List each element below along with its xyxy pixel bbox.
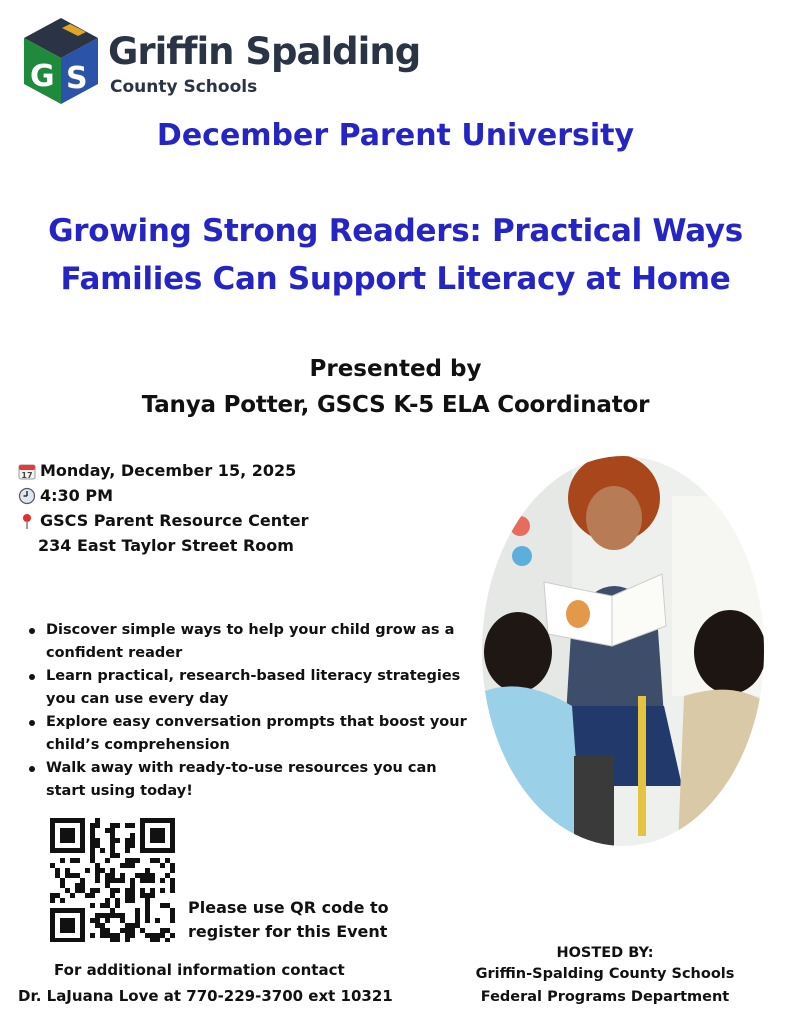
topic-title-line2: Families Can Support Literacy at Home — [60, 261, 731, 297]
list-item: Walk away with ready-to-use resources you can start using today! — [46, 757, 506, 803]
hosted-by-label: HOSTED BY: — [556, 945, 654, 961]
qr-instruction-line2: register for this Event — [188, 922, 388, 941]
calendar-icon — [18, 462, 36, 480]
event-location — [18, 511, 308, 530]
event-date — [18, 461, 296, 480]
contact-line1: For additional information contact — [54, 961, 345, 979]
presented-by-label: Presented by — [309, 356, 482, 382]
reading-photo — [482, 456, 764, 846]
event-address: 234 East Taylor Street Room — [38, 536, 294, 555]
presenter-name: Tanya Potter, GSCS K-5 ELA Coordinator — [141, 392, 650, 418]
district-logo — [22, 16, 100, 106]
pin-icon — [18, 512, 36, 530]
brand-name: Griffin Spalding — [108, 30, 421, 73]
registration-qr-code[interactable] — [50, 818, 176, 942]
topic-title-line1: Growing Strong Readers: Practical Ways — [48, 213, 743, 249]
clock-icon — [18, 487, 36, 505]
list-item: Learn practical, research-based literacy strategies you can use every day — [46, 665, 506, 711]
host-organization: Griffin-Spalding County Schools — [475, 966, 735, 982]
svg-text:G: G — [30, 59, 55, 94]
qr-instruction-line1: Please use QR code to — [188, 898, 389, 917]
event-title: December Parent University — [156, 118, 635, 153]
svg-text:17: 17 — [21, 470, 33, 480]
list-item: Discover simple ways to help your child grow as a confident reader — [46, 619, 506, 665]
host-department: Federal Programs Department — [480, 989, 730, 1005]
benefits-list — [28, 619, 506, 803]
contact-line2: Dr. LaJuana Love at 770-229-3700 ext 10321 — [18, 987, 393, 1005]
event-time — [18, 486, 113, 505]
brand-subtitle: County Schools — [110, 77, 258, 97]
list-item: Explore easy conversation prompts that boost your child’s comprehension — [46, 711, 506, 757]
event-time-text: 4:30 PM — [40, 486, 114, 505]
svg-text:S: S — [66, 61, 88, 96]
event-date-text: Monday, December 15, 2025 — [40, 461, 297, 480]
event-location-text: GSCS Parent Resource Center — [40, 511, 309, 530]
